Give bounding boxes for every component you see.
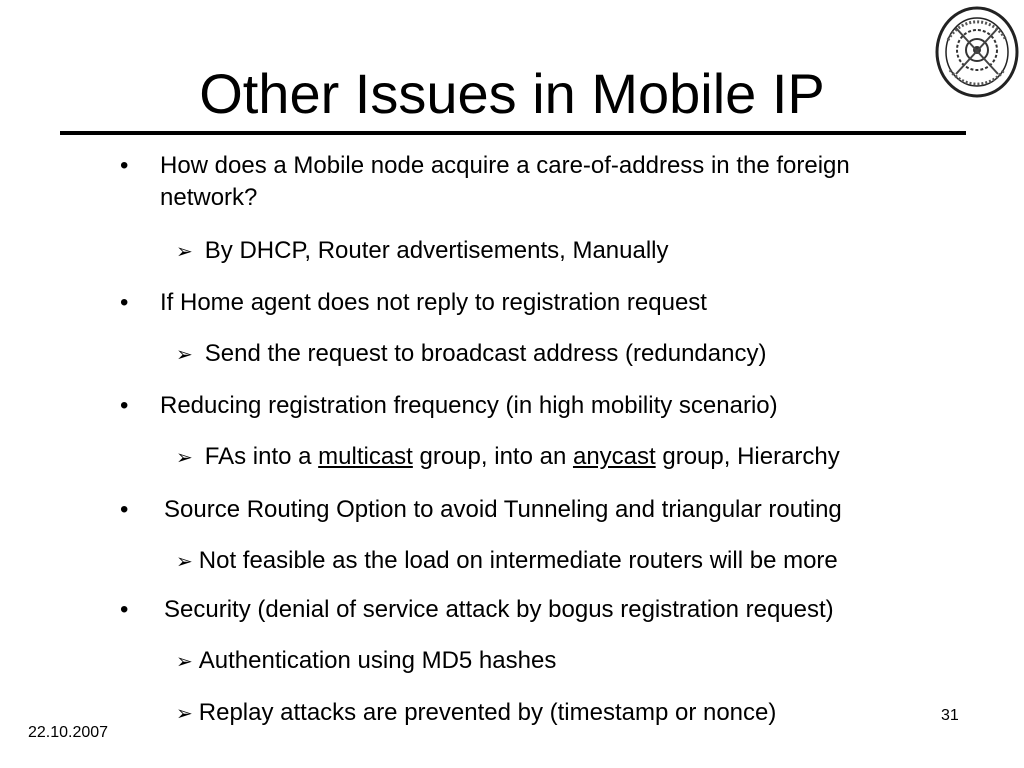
multicast-link[interactable]: multicast xyxy=(318,443,413,470)
institute-seal-logo xyxy=(934,4,1020,100)
bullet-text: How does a Mobile node acquire a care-of-address in the foreign xyxy=(160,152,850,179)
sub-item xyxy=(176,697,776,730)
title-underline xyxy=(60,131,966,135)
arrow-bullet-icon: ➢ xyxy=(176,703,193,725)
sub-item-text: Authentication using MD5 hashes xyxy=(198,647,557,674)
bullet-text: If Home agent does not reply to registration request xyxy=(160,289,707,316)
arrow-bullet-icon: ➢ xyxy=(176,651,193,673)
bullet-marker: • xyxy=(120,596,129,623)
bullet-text: Source Routing Option to avoid Tunneling and triangular routing xyxy=(164,496,842,523)
arrow-bullet-icon: ➢ xyxy=(176,447,193,469)
sub-item xyxy=(176,441,840,474)
sub-item-text: Not feasible as the load on intermediate routers will be more xyxy=(198,547,838,574)
slide-number: 31 xyxy=(941,707,959,724)
bullet-text: Reducing registration frequency (in high mobility scenario) xyxy=(160,392,778,419)
footer-date: 22.10.2007 xyxy=(28,724,109,741)
bullet-marker: • xyxy=(120,289,129,316)
sub-item-text: Send the request to broadcast address (redundancy) xyxy=(204,340,767,367)
anycast-link[interactable]: anycast xyxy=(572,443,656,470)
sub-item-text: By DHCP, Router advertisements, Manually xyxy=(204,237,669,264)
bullet-marker: • xyxy=(120,392,129,419)
bullet-text: Security (denial of service attack by bogus registration request) xyxy=(164,596,834,623)
arrow-bullet-icon: ➢ xyxy=(176,551,193,573)
sub-item xyxy=(176,235,669,268)
slide-title: Other Issues in Mobile IP xyxy=(199,62,825,125)
sub-item-text: group, into an xyxy=(412,443,573,470)
sub-item xyxy=(176,645,556,678)
sub-item-text: group, Hierarchy xyxy=(655,443,840,470)
sub-item-text: FAs into a xyxy=(204,443,319,470)
sub-item-text: Replay attacks are prevented by (timestamp or nonce) xyxy=(198,699,777,726)
arrow-bullet-icon: ➢ xyxy=(176,241,193,263)
bullet-text-continuation: network? xyxy=(160,184,258,211)
arrow-bullet-icon: ➢ xyxy=(176,344,193,366)
bullet-marker: • xyxy=(120,496,129,523)
bullet-marker: • xyxy=(120,152,129,179)
sub-item xyxy=(176,338,766,371)
sub-item xyxy=(176,545,838,578)
